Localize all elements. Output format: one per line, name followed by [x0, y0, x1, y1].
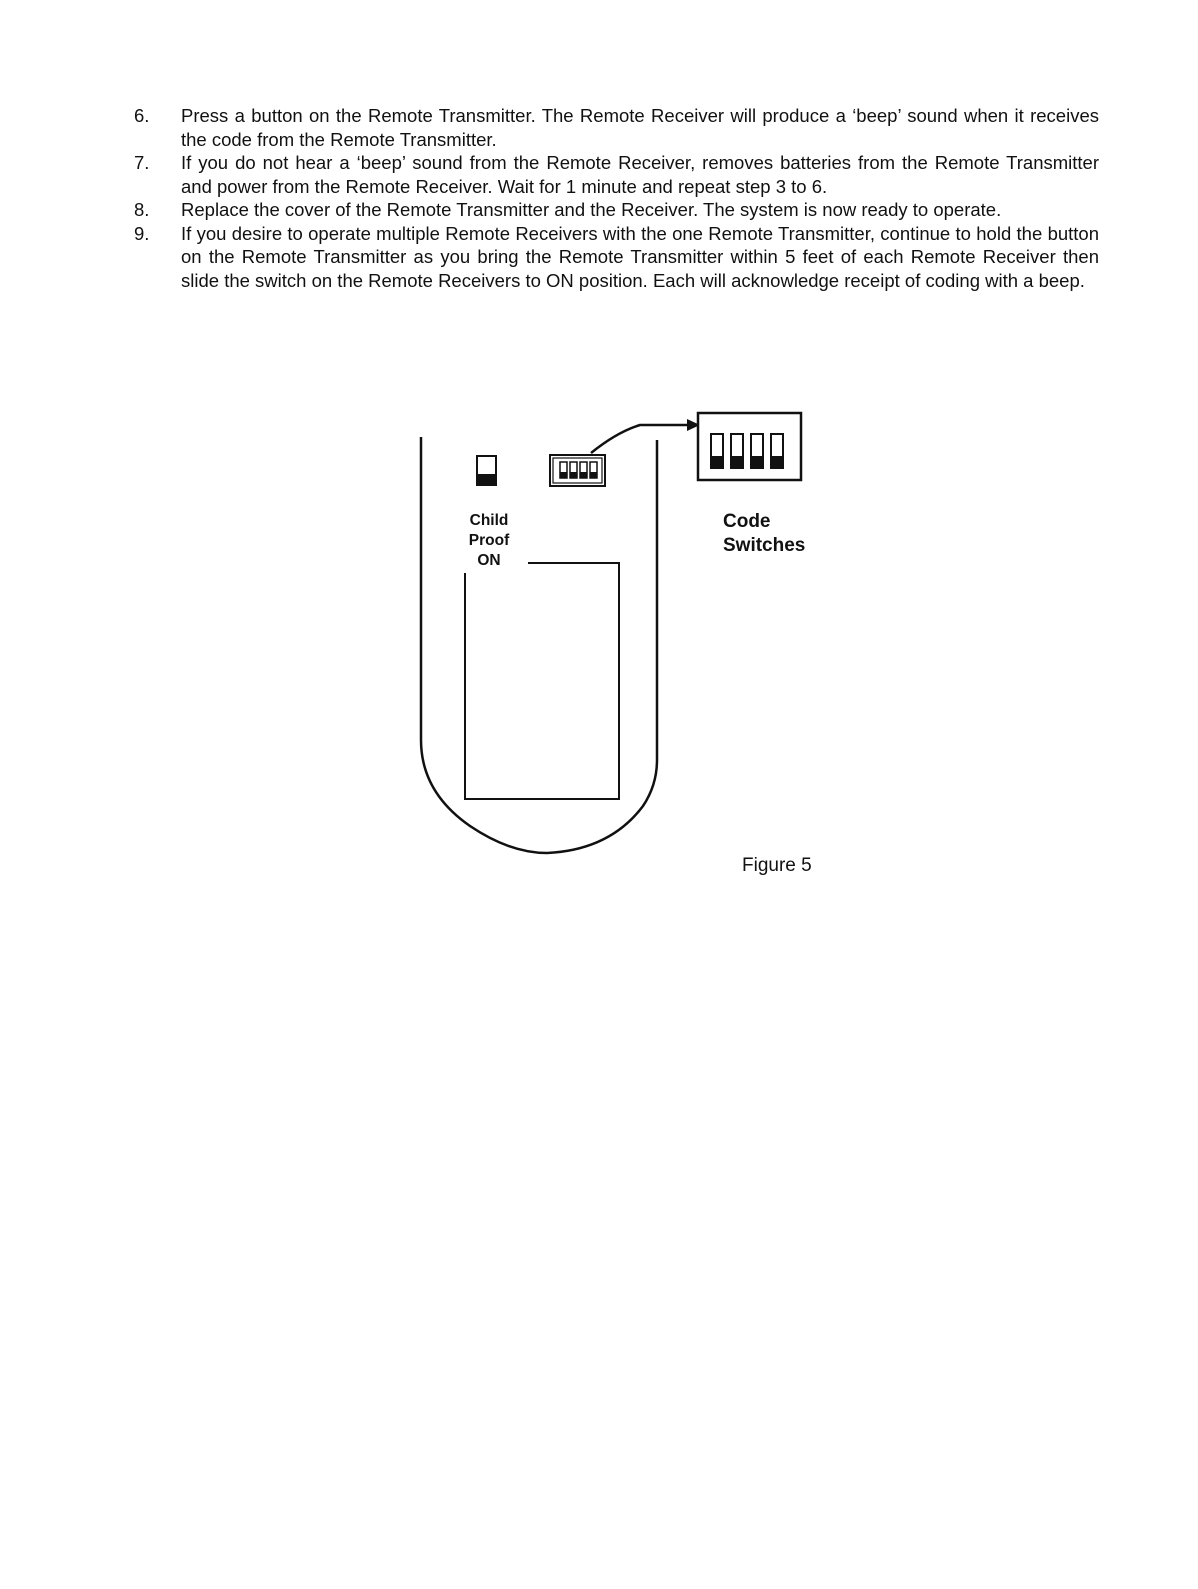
figure-caption: Figure 5	[742, 855, 812, 876]
child-proof-label	[458, 511, 520, 571]
step-number: 7.	[134, 152, 150, 173]
child-proof-label-line: Proof	[468, 532, 510, 549]
step-text: If you do not hear a ‘beep’ sound from the Remote Receiver, removes batteries from the Remote Transmitter and power from the Remote Receiver. Wait for 1 minute and repeat step 3 to 6.	[181, 152, 1099, 197]
step-number: 9.	[134, 222, 150, 244]
step-text: Replace the cover of the Remote Transmitter and the Receiver. The system is now ready to operate.	[181, 199, 1002, 220]
code-switches-label-line: Code	[723, 511, 771, 532]
battery-compartment	[465, 563, 619, 799]
child-proof-label-line: ON	[477, 552, 501, 569]
dip-switch-small-icon	[550, 455, 605, 486]
transmitter-body-outline	[421, 437, 657, 853]
step-number: 6.	[134, 105, 150, 126]
callout-arrow	[591, 419, 700, 453]
step-text: If you desire to operate multiple Remote Receivers with the one Remote Transmitter, continue to hold the button on the Remote Transmitter as you bring the Remote Transmitter within 5 feet of each Remote Receiver then slide the switch on the Remote Receivers to ON position. Each will acknowledge receipt of coding with a beep.	[181, 222, 1099, 291]
dip-switch-enlarged-icon	[698, 413, 801, 480]
child-proof-label-line: Child	[469, 512, 509, 529]
code-switches-label	[723, 510, 805, 558]
code-switches-label-line: Switches	[723, 535, 806, 556]
step-text: Press a button on the Remote Transmitter. The Remote Receiver will produce a ‘beep’ sound when it receives the code from the Remote Transmitter.	[181, 105, 1099, 150]
step-number: 8.	[134, 199, 150, 220]
child-proof-switch-icon	[477, 456, 496, 485]
